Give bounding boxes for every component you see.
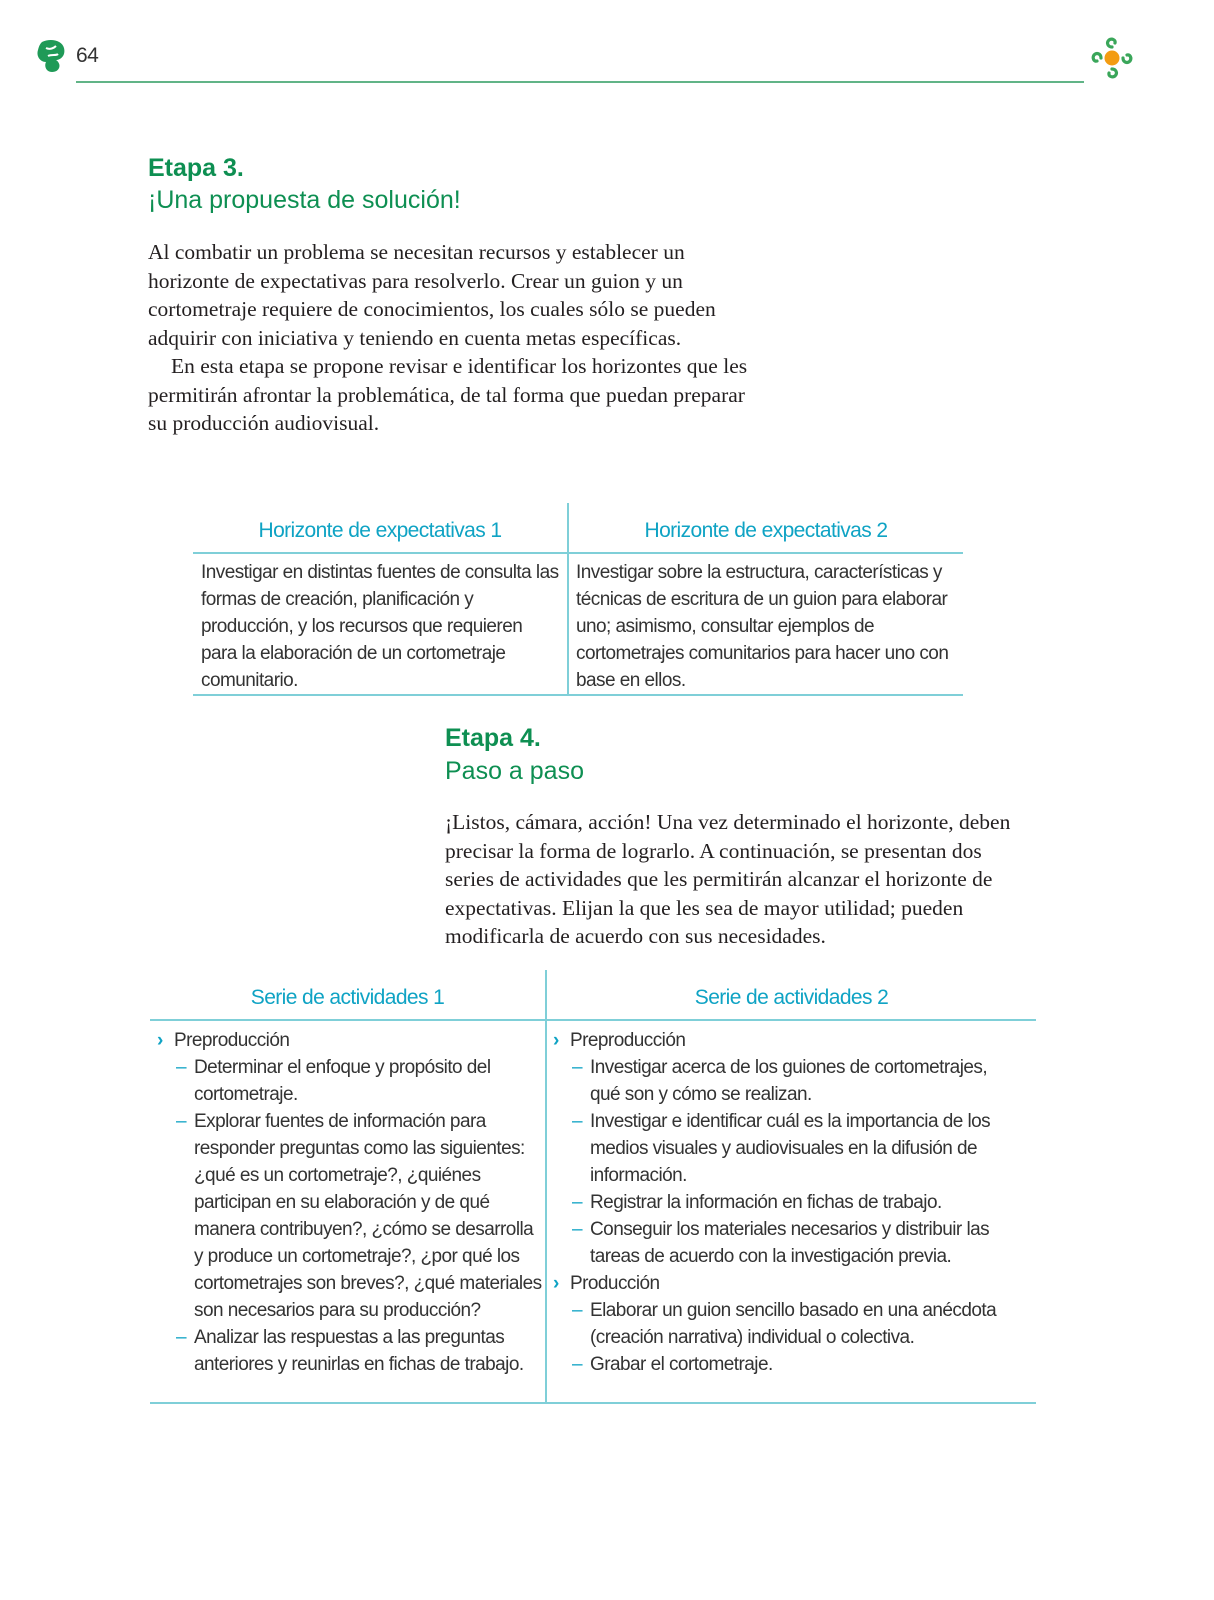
- list-item-text: Investigar acerca de los guiones de cortometrajes, qué son y cómo se realizan.: [590, 1057, 988, 1105]
- horizon-1-text: Investigar en distintas fuentes de consulta las formas de creación, planificación y producción, y los recursos que requieren para la elaboración de un cortometraje comunitario.: [201, 562, 559, 691]
- dash-bullet: –: [572, 1219, 583, 1240]
- stage-3-number: Etapa 3.: [148, 154, 244, 182]
- horizon-1-header: Horizonte de expectativas 1: [258, 519, 502, 542]
- series-1-item-list: [150, 1054, 542, 1378]
- list-item-text: Analizar las respuestas a las preguntas anteriores y reunirlas en fichas de trabajo.: [194, 1327, 524, 1375]
- series-1-content: [150, 1027, 542, 1378]
- list-item-text: Registrar la información en fichas de trabajo.: [590, 1192, 942, 1213]
- stage-4-body: [445, 808, 1017, 951]
- table-header-rule: [150, 1019, 1036, 1021]
- list-item: [150, 1324, 542, 1378]
- table-bottom-rule: [150, 1402, 1036, 1404]
- dash-bullet: –: [572, 1111, 583, 1132]
- horizon-2-text: Investigar sobre la estructura, características y técnicas de escritura de un guion para elaborar uno; asimismo, consultar ejemplos de cortometrajes comunitarios para hacer uno con base en ellos.: [576, 562, 949, 691]
- dash-bullet: –: [176, 1057, 187, 1078]
- stage-4-title: Paso a paso: [445, 757, 584, 785]
- section-title: Preproducción: [174, 1030, 290, 1051]
- series-2-section-production: [546, 1270, 1006, 1297]
- series-1-section-preproduction: [150, 1027, 542, 1054]
- table-header-rule: [193, 552, 963, 554]
- stage-3-title: ¡Una propuesta de solución!: [148, 186, 461, 214]
- series-2-section-preproduction: [546, 1027, 1006, 1054]
- green-leaf-icon: [36, 38, 68, 74]
- chevron-bullet-icon: ›: [553, 1273, 559, 1294]
- list-item-text: Explorar fuentes de información para responder preguntas como las siguientes: ¿qué es un cortometraje?, ¿quiénes participan en su elaboración y de qué manera contribuyen?, ¿cómo se desarrolla y produce un cortometraje?, ¿por qué los cortometrajes son breves?, ¿qué materiales son necesarios para su producción?: [194, 1111, 542, 1321]
- dash-bullet: –: [572, 1300, 583, 1321]
- stage-4-number: Etapa 4.: [445, 724, 541, 752]
- series-2-header: Serie de actividades 2: [694, 986, 889, 1009]
- stage-3-body: [148, 238, 754, 438]
- dash-bullet: –: [572, 1057, 583, 1078]
- list-item: [546, 1189, 1006, 1216]
- page-number: 64: [76, 44, 99, 67]
- list-item-text: Grabar el cortometraje.: [590, 1354, 773, 1375]
- stage-4-paragraph: ¡Listos, cámara, acción! Una vez determinado el horizonte, deben precisar la forma de lograrlo. A continuación, se presentan dos series de actividades que les permitirán alcanzar el horizonte de expectativas. Elijan la que les sea de mayor utilidad; pueden modificarla de acuerdo con sus necesidades.: [445, 810, 1011, 948]
- list-item: [546, 1297, 1006, 1351]
- list-item: [546, 1054, 1006, 1108]
- horizons-table: [193, 503, 963, 696]
- chevron-bullet-icon: ›: [157, 1030, 163, 1051]
- horizon-2-header: Horizonte de expectativas 2: [644, 519, 888, 542]
- header-rule: [76, 81, 1084, 83]
- list-item: [546, 1216, 1006, 1270]
- flower-logo-icon: [1086, 32, 1138, 84]
- list-item-text: Elaborar un guion sencillo basado en una anécdota (creación narrativa) individual o colectiva.: [590, 1300, 997, 1348]
- series-2-content: [546, 1027, 1006, 1378]
- list-item: [150, 1108, 542, 1324]
- series-1-header: Serie de actividades 1: [250, 986, 445, 1009]
- dash-bullet: –: [572, 1354, 583, 1375]
- section-title: Preproducción: [570, 1030, 686, 1051]
- chevron-bullet-icon: ›: [553, 1030, 559, 1051]
- list-item-text: Investigar e identificar cuál es la importancia de los medios visuales y audiovisuales en la difusión de información.: [590, 1111, 991, 1186]
- list-item-text: Determinar el enfoque y propósito del cortometraje.: [194, 1057, 491, 1105]
- section-title: Producción: [570, 1273, 660, 1294]
- stage-3-paragraph-2: En esta etapa se propone revisar e identificar los horizontes que les permitirán afrontar la problemática, de tal forma que puedan preparar su producción audiovisual.: [148, 354, 748, 435]
- table-bottom-rule: [193, 694, 963, 696]
- stage-3-paragraph-1: Al combatir un problema se necesitan recursos y establecer un horizonte de expectativas para resolverlo. Crear un guion y un cortometraje requiere de conocimientos, los cuales sólo se pueden adquirir con iniciativa y teniendo en cuenta metas específicas.: [148, 240, 716, 350]
- dash-bullet: –: [572, 1192, 583, 1213]
- activities-table: [150, 970, 1036, 1404]
- list-item: [546, 1351, 1006, 1378]
- series-2-production-list: [546, 1297, 1006, 1378]
- list-item: [546, 1108, 1006, 1189]
- list-item: [150, 1054, 542, 1108]
- series-2-preproduction-list: [546, 1054, 1006, 1270]
- dash-bullet: –: [176, 1111, 187, 1132]
- dash-bullet: –: [176, 1327, 187, 1348]
- list-item-text: Conseguir los materiales necesarios y distribuir las tareas de acuerdo con la investigación previa.: [590, 1219, 990, 1267]
